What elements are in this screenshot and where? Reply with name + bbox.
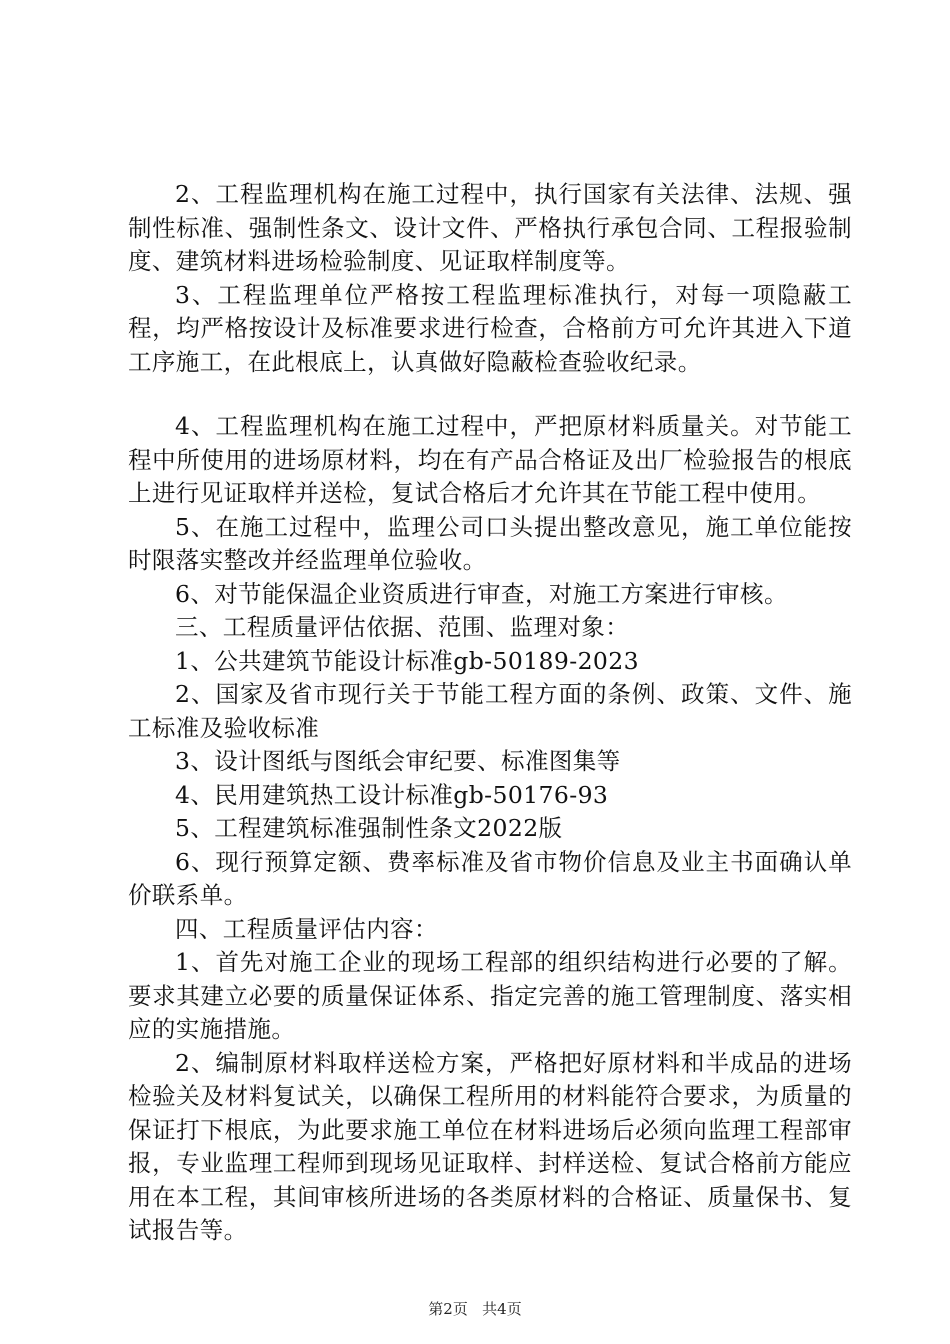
page-number: 第2页 [428,1300,468,1318]
basis-item-2: 2、国家及省市现行关于节能工程方面的条例、政策、文件、施工标准及验收标准 [128,680,852,742]
basis-item-3: 3、设计图纸与图纸会审纪要、标准图集等 [175,747,621,775]
page-total: 共4页 [482,1300,522,1318]
basis-item-4: 4、民用建筑热工设计标准gb-50176-93 [175,780,609,809]
document-body [128,178,852,1248]
content-item-2: 2、编制原材料取样送检方案，严格把好原材料和半成品的进场检验关及材料复试关，以确保工程所用的材料能符合要求，为质量的保证打下根底，为此要求施工单位在材料进场后必须向监理工程部审报，专业监理工程师到现场见证取样、封样送检、复试合格前方能应用在本工程，其间审核所进场的各类原材料的合格证、质量保书、复试报告等。 [128,1048,852,1244]
paragraph-item-5: 5、在施工过程中，监理公司口头提出整改意见，施工单位能按时限落实整改并经监理单位验收。 [128,512,852,574]
page-separator [473,1300,478,1318]
paragraph-item-6: 6、对节能保温企业资质进行审查，对施工方案进行审核。 [175,579,788,608]
paragraph-item-2: 2、工程监理机构在施工过程中，执行国家有关法律、法规、强制性标准、强制性条文、设计文件、严格执行承包合同、工程报验制度、建筑材料进场检验制度、见证取样制度等。 [128,180,852,275]
paragraph-item-4: 4、工程监理机构在施工过程中，严把原材料质量关。对节能工程中所使用的进场原材料，均在有产品合格证及出厂检验报告的根底上进行见证取样并送检，复试合格后才允许其在节能工程中使用。 [128,412,852,507]
section-heading-3: 三、工程质量评估依据、范围、监理对象： [175,613,630,641]
content-item-1: 1、首先对施工企业的现场工程部的组织结构进行必要的了解。要求其建立必要的质量保证体系、指定完善的施工管理制度、落实相应的实施措施。 [128,948,852,1043]
page-footer [0,1299,950,1319]
basis-item-5: 5、工程建筑标准强制性条文2022版 [175,814,563,842]
basis-item-1: 1、公共建筑节能设计标准gb-50189-2023 [175,646,639,675]
section-heading-4: 四、工程质量评估内容： [175,914,438,943]
paragraph-item-3: 3、工程监理单位严格按工程监理标准执行，对每一项隐蔽工程，均严格按设计及标准要求进行检查，合格前方可允许其进入下道工序施工，在此根底上，认真做好隐蔽检查验收纪录。 [128,280,852,376]
basis-item-6: 6、现行预算定额、费率标准及省市物价信息及业主书面确认单价联系单。 [128,847,852,909]
